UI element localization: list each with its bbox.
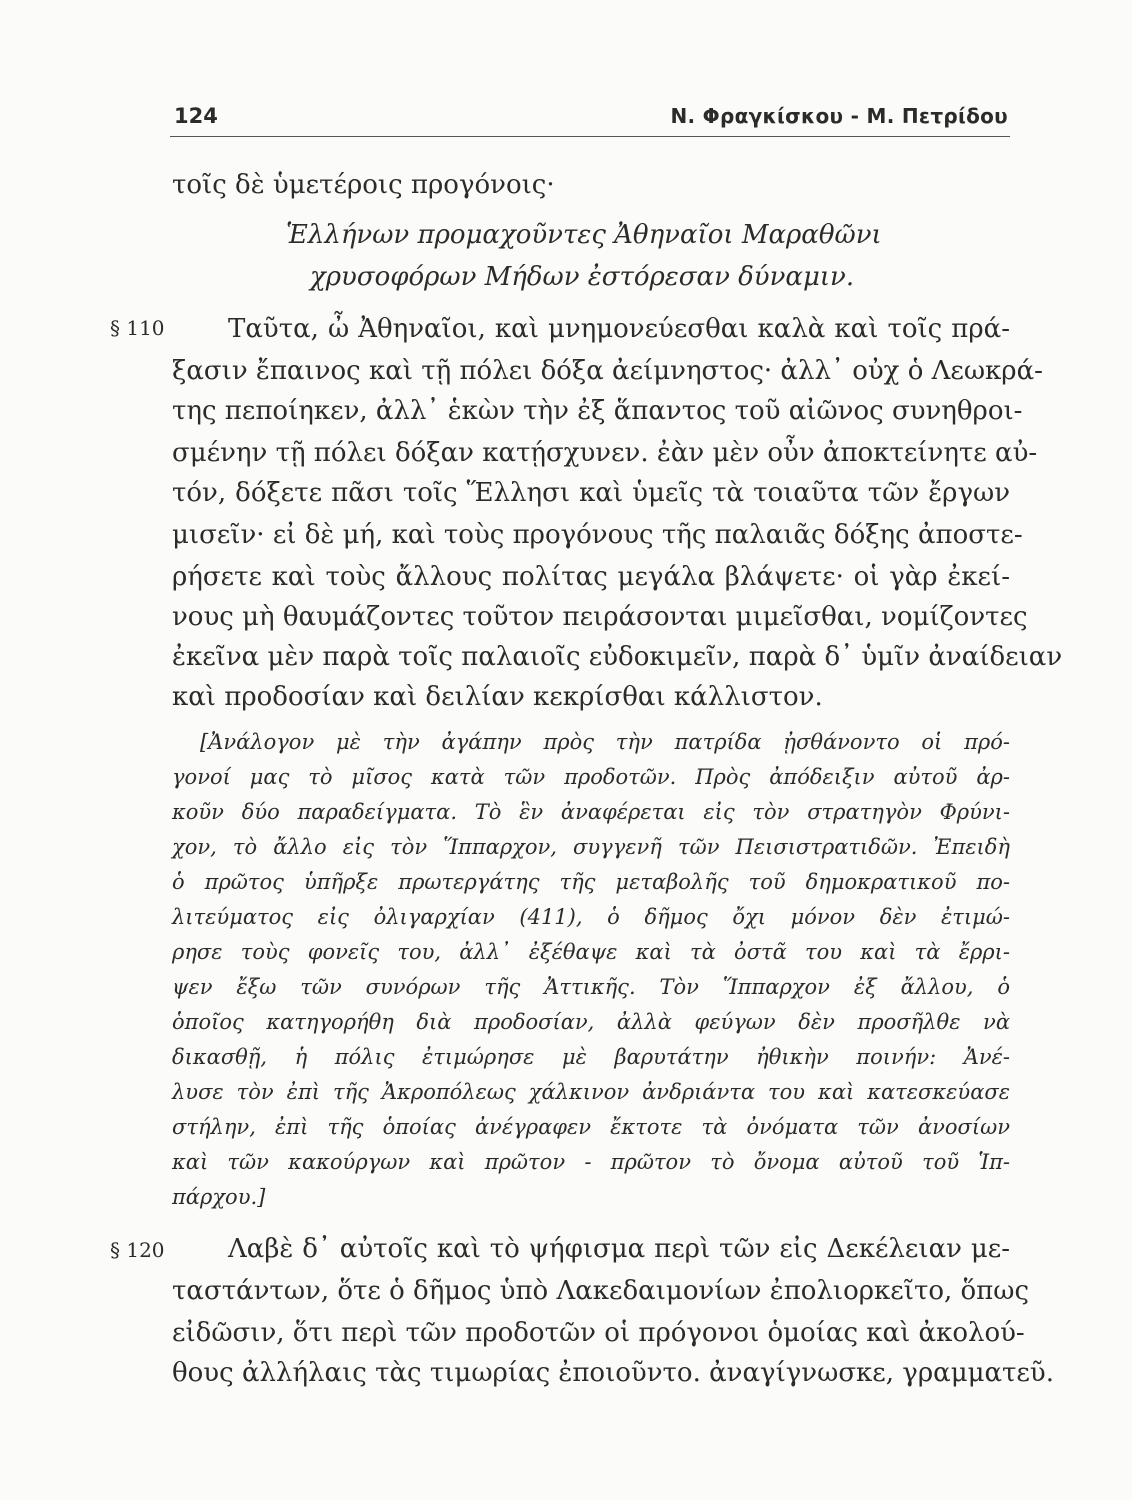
text-line: μισεῖν· εἰ δὲ μή, καὶ τοὺς προγόνους τῆς παλαιᾶς δόξης ἀποστε- (172, 520, 1023, 550)
note-line: καὶ τῶν κακούργων καὶ πρῶτον - πρῶτον τὸ ὄνομα αὐτοῦ τοῦ Ἱπ- (172, 1150, 1010, 1174)
text-line: θους ἀλλήλαις τὰς τιμωρίας ἐποιοῦντο. ἀναγίγνωσκε, γραμματεῦ. (172, 1358, 1054, 1388)
text-line: της πεποίηκεν, ἀλλ᾽ ἑκὼν τὴν ἐξ ἅπαντος τοῦ αἰῶνος συνηθροι- (172, 396, 1023, 426)
section-number: § 110 (110, 316, 165, 340)
text-line: σμένην τῇ πόλει δόξαν κατῄσχυνεν. ἐὰν μὲν οὖν ἀποκτείνητε αὐ- (172, 438, 1038, 468)
note-line: πάρχου.] (172, 1185, 266, 1209)
epigram-line: χρυσοφόρων Μήδων ἐστόρεσαν δύναμιν. (310, 262, 855, 292)
note-line: ρησε τοὺς φονεῖς του, ἀλλ᾽ ἐξέθαψε καὶ τὰ ὀστᾶ του καὶ τὰ ἔρρι- (172, 940, 1010, 964)
running-head (170, 100, 1010, 137)
note-line: γονοί μας τὸ μῖσος κατὰ τῶν προδοτῶν. Πρὸς ἀπόδειξιν αὐτοῦ ἀρ- (172, 765, 1010, 789)
note-line: κοῦν δύο παραδείγματα. Τὸ ἓν ἀναφέρεται εἰς τὸν στρατηγὸν Φρύνι- (172, 800, 1010, 824)
text-line: νους μὴ θαυμάζοντες τοῦτον πειράσονται μιμεῖσθαι, νομίζοντες (172, 602, 1028, 632)
text-line: τόν, δόξετε πᾶσι τοῖς Ἕλλησι καὶ ὑμεῖς τὰ τοιαῦτα τῶν ἔργων (172, 478, 1010, 508)
text-line: ἐκεῖνα μὲν παρὰ τοῖς παλαιοῖς εὐδοκιμεῖν, παρὰ δ᾽ ὑμῖν ἀναίδειαν (172, 642, 1063, 672)
text-line: ρήσετε καὶ τοὺς ἄλλους πολίτας μεγάλα βλάψετε· οἱ γὰρ ἐκεί- (172, 562, 1010, 592)
note-line: λυσε τὸν ἐπὶ τῆς Ἀκροπόλεως χάλκινον ἀνδριάντα του καὶ κατεσκεύασε (172, 1080, 1010, 1104)
note-line: χον, τὸ ἄλλο εἰς τὸν Ἵππαρχον, συγγενῆ τῶν Πεισιστρατιδῶν. Ἐπειδὴ (172, 835, 1010, 859)
note-line: ψεν ἔξω τῶν συνόρων τῆς Ἀττικῆς. Τὸν Ἵππαρχον ἐξ ἄλλου, ὁ (172, 975, 1010, 999)
note-line: ὁ πρῶτος ὑπῆρξε πρωτεργάτης τῆς μεταβολῆς τοῦ δημοκρατικοῦ πο- (172, 870, 1010, 894)
text-line: εἰδῶσιν, ὅτι περὶ τῶν προδοτῶν οἱ πρόγονοι ὁμοίας καὶ ἀκολού- (172, 1318, 1025, 1348)
note-line: [Ἀνάλογον μὲ τὴν ἀγάπην πρὸς τὴν πατρίδα ᾐσθάνοντο οἱ πρό- (200, 730, 1010, 754)
text-line: ταστάντων, ὅτε ὁ δῆμος ὑπὸ Λακεδαιμονίων ἐπολιορκεῖτο, ὅπως (172, 1276, 1030, 1306)
note-line: ὁποῖος κατηγορήθη διὰ προδοσίαν, ἀλλὰ φεύγων δὲν προσῆλθε νὰ (172, 1010, 1010, 1034)
note-line: στήλην, ἐπὶ τῆς ὁποίας ἀνέγραφεν ἔκτοτε τὰ ὀνόματα τῶν ἀνοσίων (172, 1115, 1010, 1139)
running-title: Ν. Φραγκίσκου - Μ. Πετρίδου (670, 104, 1008, 128)
page-number: 124 (174, 104, 218, 128)
text-line: Λαβὲ δ᾽ αὐτοῖς καὶ τὸ ψήφισμα περὶ τῶν εἰς Δεκέλειαν με- (228, 1234, 1010, 1264)
intro-line: τοῖς δὲ ὑμετέροις προγόνοις· (172, 170, 555, 200)
text-line: καὶ προδοσίαν καὶ δειλίαν κεκρίσθαι κάλλιστον. (172, 682, 823, 712)
epigram-line: Ἑλλήνων προμαχοῦντες Ἀθηναῖοι Μαραθῶνι (286, 220, 882, 250)
note-line: λιτεύματος εἰς ὀλιγαρχίαν (411), ὁ δῆμος ὄχι μόνον δὲν ἐτιμώ- (172, 905, 1010, 929)
text-line: Ταῦτα, ὦ Ἀθηναῖοι, καὶ μνημονεύεσθαι καλὰ καὶ τοῖς πρά- (228, 314, 1010, 344)
text-line: ξασιν ἔπαινος καὶ τῇ πόλει δόξα ἀείμνηστος· ἀλλ᾽ οὐχ ὁ Λεωκρά- (172, 356, 1043, 386)
note-line: δικασθῇ, ἡ πόλις ἐτιμώρησε μὲ βαρυτάτην ἠθικὴν ποινήν: Ἀνέ- (172, 1045, 1010, 1069)
section-number: § 120 (110, 1238, 165, 1262)
